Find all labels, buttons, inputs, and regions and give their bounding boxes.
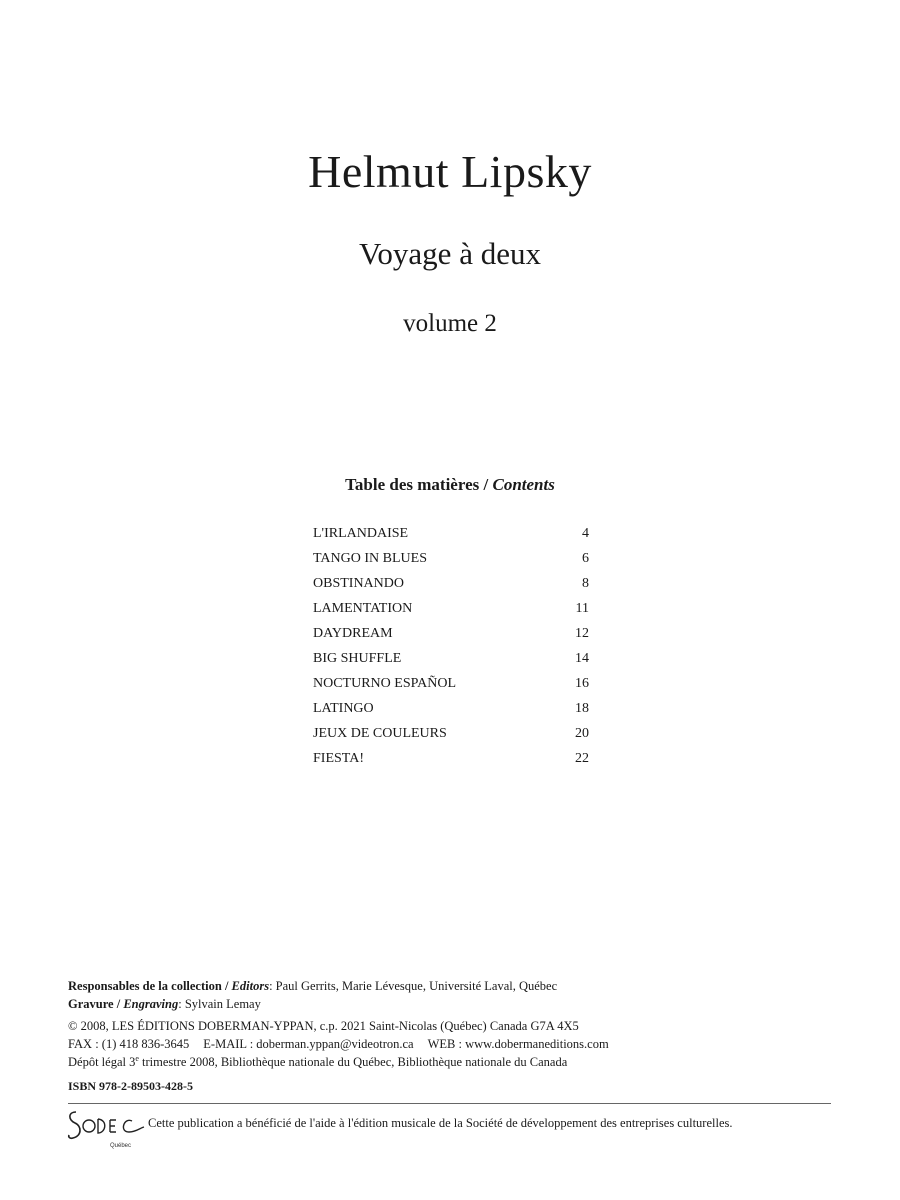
footer-divider bbox=[68, 1103, 831, 1104]
toc-entry-page: 14 bbox=[575, 651, 589, 666]
toc-entry-title: DAYDREAM bbox=[313, 626, 393, 641]
toc-entry bbox=[313, 596, 589, 621]
toc-entry-title: LAMENTATION bbox=[313, 601, 413, 616]
sodec-logo bbox=[66, 1106, 146, 1148]
legal-deposit-sup: e bbox=[135, 1053, 139, 1063]
toc-entry bbox=[313, 546, 589, 571]
toc-heading bbox=[0, 474, 900, 496]
isbn: ISBN 978-2-89503-428-5 bbox=[68, 1079, 193, 1093]
toc-entry-page: 16 bbox=[575, 676, 589, 691]
toc-entry-title: LATINGO bbox=[313, 701, 374, 716]
work-title: Voyage à deux bbox=[359, 236, 541, 271]
toc-entry-page: 20 bbox=[575, 726, 589, 741]
toc-entry-page: 4 bbox=[582, 526, 589, 541]
legal-deposit-line bbox=[68, 1053, 848, 1071]
toc-entry-page: 22 bbox=[575, 751, 589, 766]
web-text: WEB : www.dobermaneditions.com bbox=[427, 1037, 609, 1051]
toc-entry-title: OBSTINANDO bbox=[313, 576, 404, 591]
toc-entry bbox=[313, 521, 589, 546]
toc-entry-title: FIESTA! bbox=[313, 751, 364, 766]
engraving-value: : Sylvain Lemay bbox=[178, 997, 261, 1011]
engraving-line bbox=[68, 995, 848, 1013]
email-text: E-MAIL : doberman.yppan@videotron.ca bbox=[203, 1037, 414, 1051]
fax-text: FAX : (1) 418 836-3645 bbox=[68, 1037, 190, 1051]
sodec-logo-subtext: Québec bbox=[110, 1143, 132, 1149]
publication-credits bbox=[68, 977, 848, 1071]
toc-entry bbox=[313, 646, 589, 671]
toc-entry-page: 6 bbox=[582, 551, 589, 566]
table-of-contents bbox=[313, 521, 589, 771]
editors-label-fr: Responsables de la collection / bbox=[68, 979, 229, 993]
toc-entry-page: 11 bbox=[575, 601, 589, 616]
toc-entry bbox=[313, 746, 589, 771]
toc-entry bbox=[313, 696, 589, 721]
toc-entry bbox=[313, 571, 589, 596]
toc-entry-title: JEUX DE COULEURS bbox=[313, 726, 447, 741]
toc-entry-page: 18 bbox=[575, 701, 589, 716]
toc-heading-en: Contents bbox=[492, 475, 555, 494]
toc-entry-title: NOCTURNO ESPAÑOL bbox=[313, 676, 457, 691]
sodec-logo-icon bbox=[66, 1106, 146, 1148]
toc-entry-title: L'IRLANDAISE bbox=[313, 526, 409, 541]
editors-line bbox=[68, 977, 848, 995]
toc-entry bbox=[313, 721, 589, 746]
toc-entry bbox=[313, 671, 589, 696]
editors-label-en: Editors bbox=[231, 979, 270, 993]
volume-label: volume 2 bbox=[403, 310, 497, 337]
sodec-acknowledgement: Cette publication a bénéficié de l'aide à l'édition musicale de la Société de développement des entreprises culturelles. bbox=[148, 1116, 733, 1130]
toc-entry-page: 8 bbox=[582, 576, 589, 591]
legal-deposit-post: trimestre 2008, Bibliothèque nationale du Québec, Bibliothèque nationale du Canada bbox=[138, 1055, 568, 1069]
toc-heading-fr: Table des matières / bbox=[345, 475, 489, 494]
legal-deposit-pre: Dépôt légal 3 bbox=[68, 1055, 136, 1069]
copyright-line: © 2008, LES ÉDITIONS DOBERMAN-YPPAN, c.p. 2021 Saint-Nicolas (Québec) Canada G7A 4X5 bbox=[68, 1019, 579, 1033]
contact-line bbox=[68, 1035, 848, 1053]
toc-entry-page: 12 bbox=[575, 626, 589, 641]
engraving-label-en: Engraving bbox=[123, 997, 179, 1011]
composer-name: Helmut Lipsky bbox=[308, 146, 592, 197]
editors-value: : Paul Gerrits, Marie Lévesque, Université Laval, Québec bbox=[269, 979, 558, 993]
engraving-label-fr: Gravure / bbox=[68, 997, 121, 1011]
toc-entry-title: BIG SHUFFLE bbox=[313, 651, 402, 666]
toc-entry-title: TANGO IN BLUES bbox=[313, 551, 427, 566]
toc-entry bbox=[313, 621, 589, 646]
